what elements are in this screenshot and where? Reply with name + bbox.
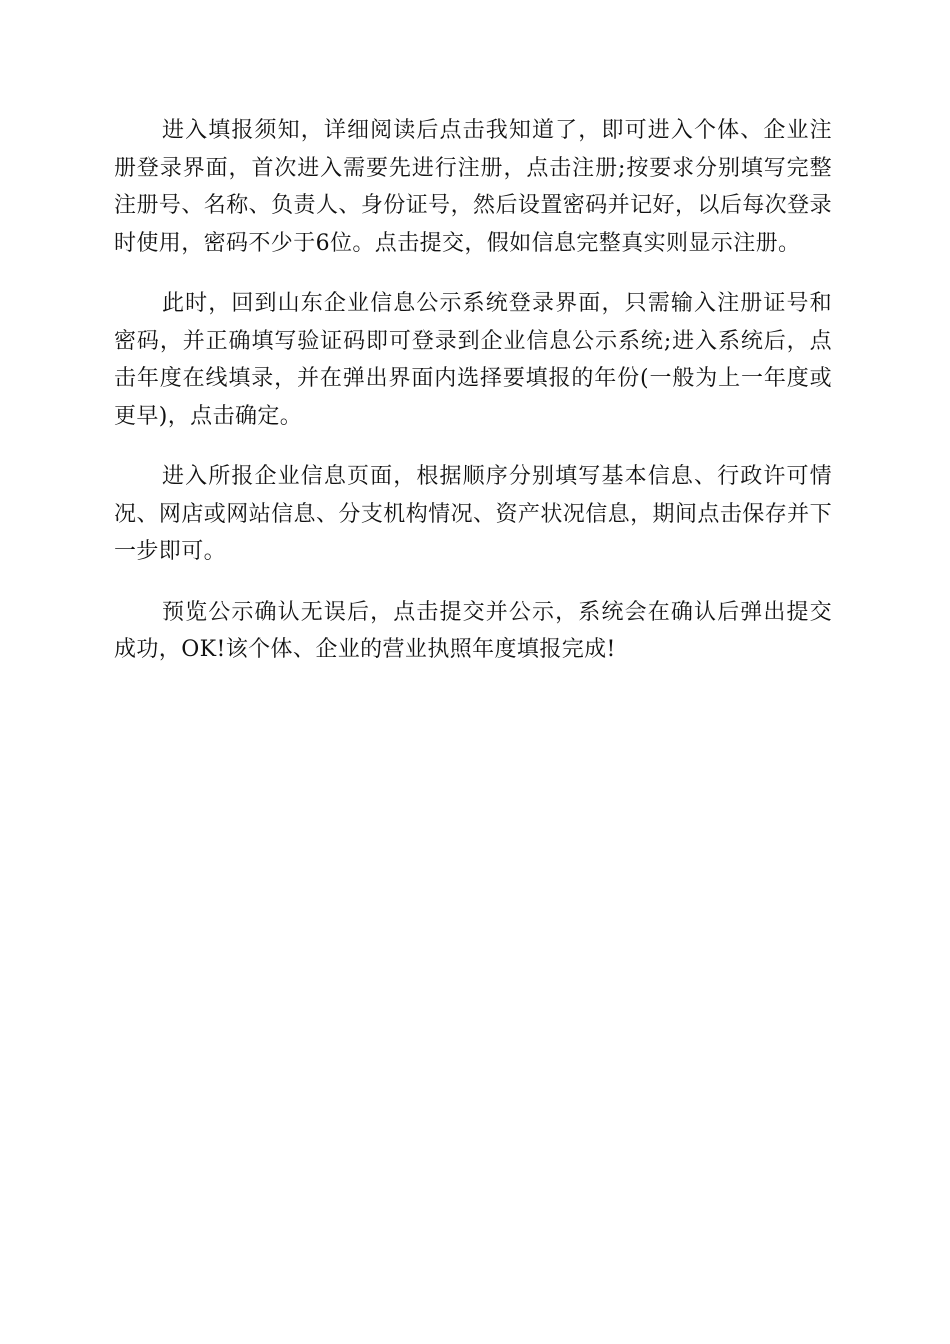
paragraph-fill-info: 进入所报企业信息页面，根据顺序分别填写基本信息、行政许可情况、网店或网站信息、分支机构情况、资产状况信息，期间点击保存并下一步即可。	[114, 464, 832, 564]
document-body	[114, 112, 832, 692]
paragraph-submit: 预览公示确认无误后，点击提交并公示，系统会在确认后弹出提交成功，OK!该个体、企业的营业执照年度填报完成!	[114, 599, 832, 662]
paragraph-login: 此时，回到山东企业信息公示系统登录界面，只需输入注册证号和密码，并正确填写验证码即可登录到企业信息公示系统;进入系统后，点击年度在线填录，并在弹出界面内选择要填报的年份(一般为上一年度或更早)，点击确定。	[114, 291, 832, 429]
paragraph-registration: 进入填报须知，详细阅读后点击我知道了，即可进入个体、企业注册登录界面，首次进入需要先进行注册，点击注册;按要求分别填写完整注册号、名称、负责人、身份证号，然后设置密码并记好，以后每次登录时使用，密码不少于6位。点击提交，假如信息完整真实则显示注册。	[114, 118, 832, 256]
